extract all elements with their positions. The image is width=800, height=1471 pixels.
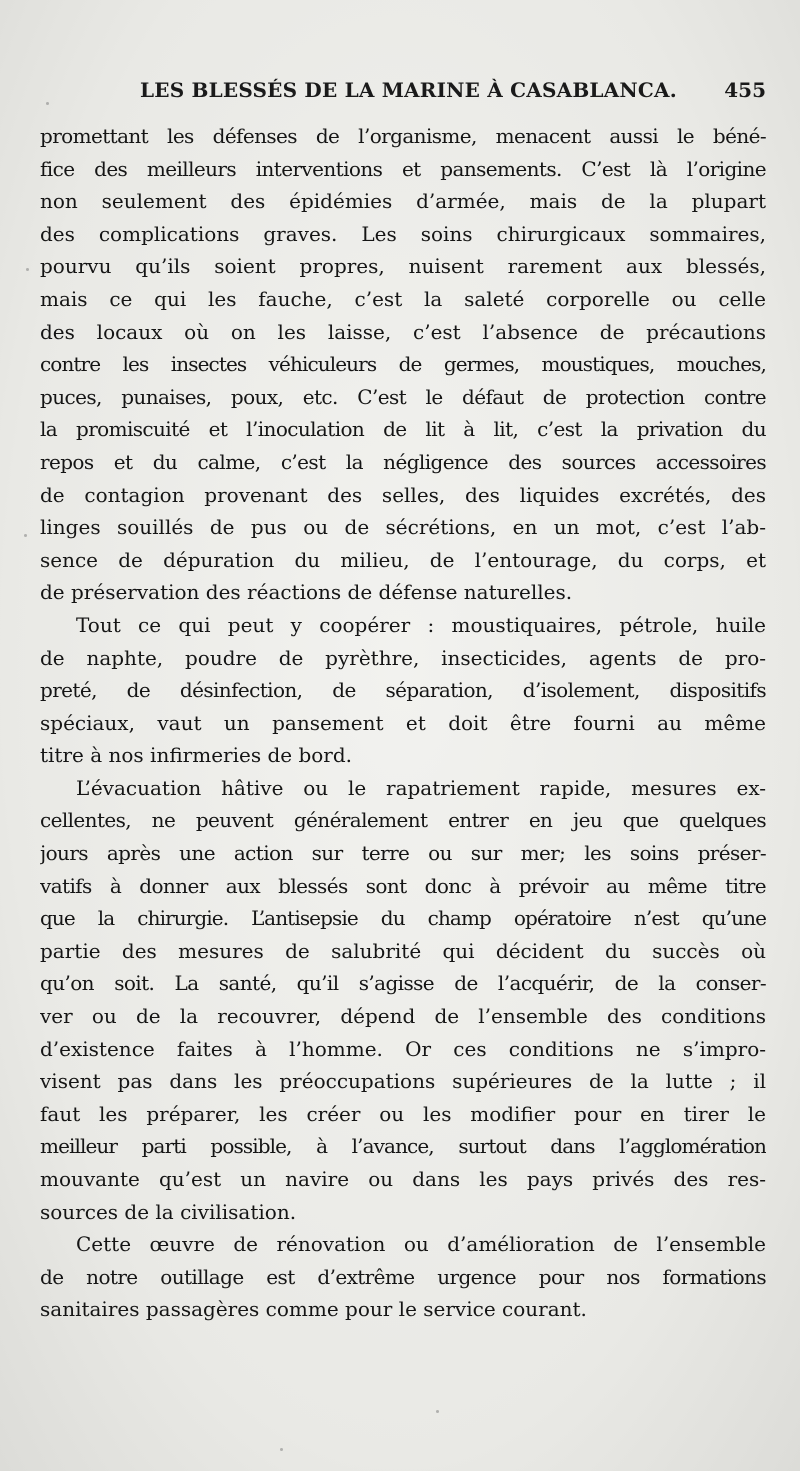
text-line: contre les insectes véhiculeurs de germes, moustiques, mouches, <box>40 352 766 377</box>
body-text <box>40 120 766 1326</box>
text-line: puces, punaises, poux, etc. C’est le défaut de protection contre <box>40 384 766 409</box>
text-line: non seulement des épidémies d’armée, mais de la plupart <box>40 189 766 214</box>
text-line: sence de dépuration du milieu, de l’entourage, du corps, et <box>40 547 766 572</box>
text-line: qu’on soit. La santé, qu’il s’agisse de l’acquérir, de la conser- <box>40 971 766 996</box>
text-line: pourvu qu’ils soient propres, nuisent rarement aux blessés, <box>40 254 766 279</box>
text-line: d’existence faites à l’homme. Or ces conditions ne s’impro- <box>40 1036 766 1061</box>
page-number: 455 <box>724 78 766 102</box>
speck <box>26 268 29 271</box>
text-line: mais ce qui les fauche, c’est la saleté corporelle ou celle <box>40 286 766 311</box>
text-line: des locaux où on les laisse, c’est l’absence de précautions <box>40 319 766 344</box>
text-line: fice des meilleurs interventions et pansements. C’est là l’origine <box>40 156 766 181</box>
speck <box>436 1410 439 1413</box>
text-line: linges souillés de pus ou de sécrétions, en un mot, c’est l’ab- <box>40 515 766 540</box>
text-line: spéciaux, vaut un pansement et doit être fourni au même <box>40 710 766 735</box>
text-line: partie des mesures de salubrité qui décident du succès où <box>40 938 766 963</box>
text-line: cellentes, ne peuvent généralement entrer en jeu que quelques <box>40 808 766 833</box>
running-title: LES BLESSÉS DE LA MARINE À CASABLANCA. <box>140 78 677 102</box>
text-line: ver ou de la recouvrer, dépend de l’ensemble des conditions <box>40 1004 766 1029</box>
text-line: sources de la civilisation. <box>40 1199 297 1224</box>
text-line: repos et du calme, c’est la négligence des sources accessoires <box>40 449 766 474</box>
speck <box>280 1448 283 1451</box>
text-line: L’évacuation hâtive ou le rapatriement rapide, mesures ex- <box>76 775 766 800</box>
text-line: vatifs à donner aux blessés sont donc à prévoir au même titre <box>40 873 766 898</box>
text-line: Tout ce qui peut y coopérer : moustiquaires, pétrole, huile <box>76 612 766 637</box>
text-line: des complications graves. Les soins chirurgicaux sommaires, <box>40 221 766 246</box>
text-line: la promiscuité et l’inoculation de lit à lit, c’est la privation du <box>40 417 766 442</box>
speck <box>46 102 49 105</box>
text-line: Cette œuvre de rénovation ou d’amélioration de l’ensemble <box>76 1232 766 1257</box>
text-line: visent pas dans les préoccupations supérieures de la lutte ; il <box>40 1069 766 1094</box>
text-line: promettant les défenses de l’organisme, menacent aussi le béné- <box>40 124 766 148</box>
speck <box>24 534 27 537</box>
text-line: de préservation des réactions de défense naturelles. <box>40 580 573 605</box>
text-line: que la chirurgie. L’antisepsie du champ opératoire n’est qu’une <box>40 906 766 931</box>
text-line: de naphte, poudre de pyrèthre, insecticides, agents de pro- <box>40 645 766 670</box>
text-line: jours après une action sur terre ou sur mer; les soins préser- <box>40 841 766 866</box>
text-line: titre à nos infirmeries de bord. <box>40 743 353 768</box>
text-line: faut les préparer, les créer ou les modifier pour en tirer le <box>40 1101 766 1126</box>
text-line: de contagion provenant des selles, des liquides excrétés, des <box>40 482 766 507</box>
text-line: preté, de désinfection, de séparation, d’isolement, dispositifs <box>40 678 766 703</box>
text-line: meilleur parti possible, à l’avance, surtout dans l’agglomération <box>40 1134 766 1159</box>
text-line: sanitaires passagères comme pour le service courant. <box>40 1297 587 1322</box>
text-line: mouvante qu’est un navire ou dans les pays privés des res- <box>40 1167 766 1191</box>
text-line: de notre outillage est d’extrême urgence pour nos formations <box>40 1264 766 1289</box>
running-header <box>44 76 766 110</box>
